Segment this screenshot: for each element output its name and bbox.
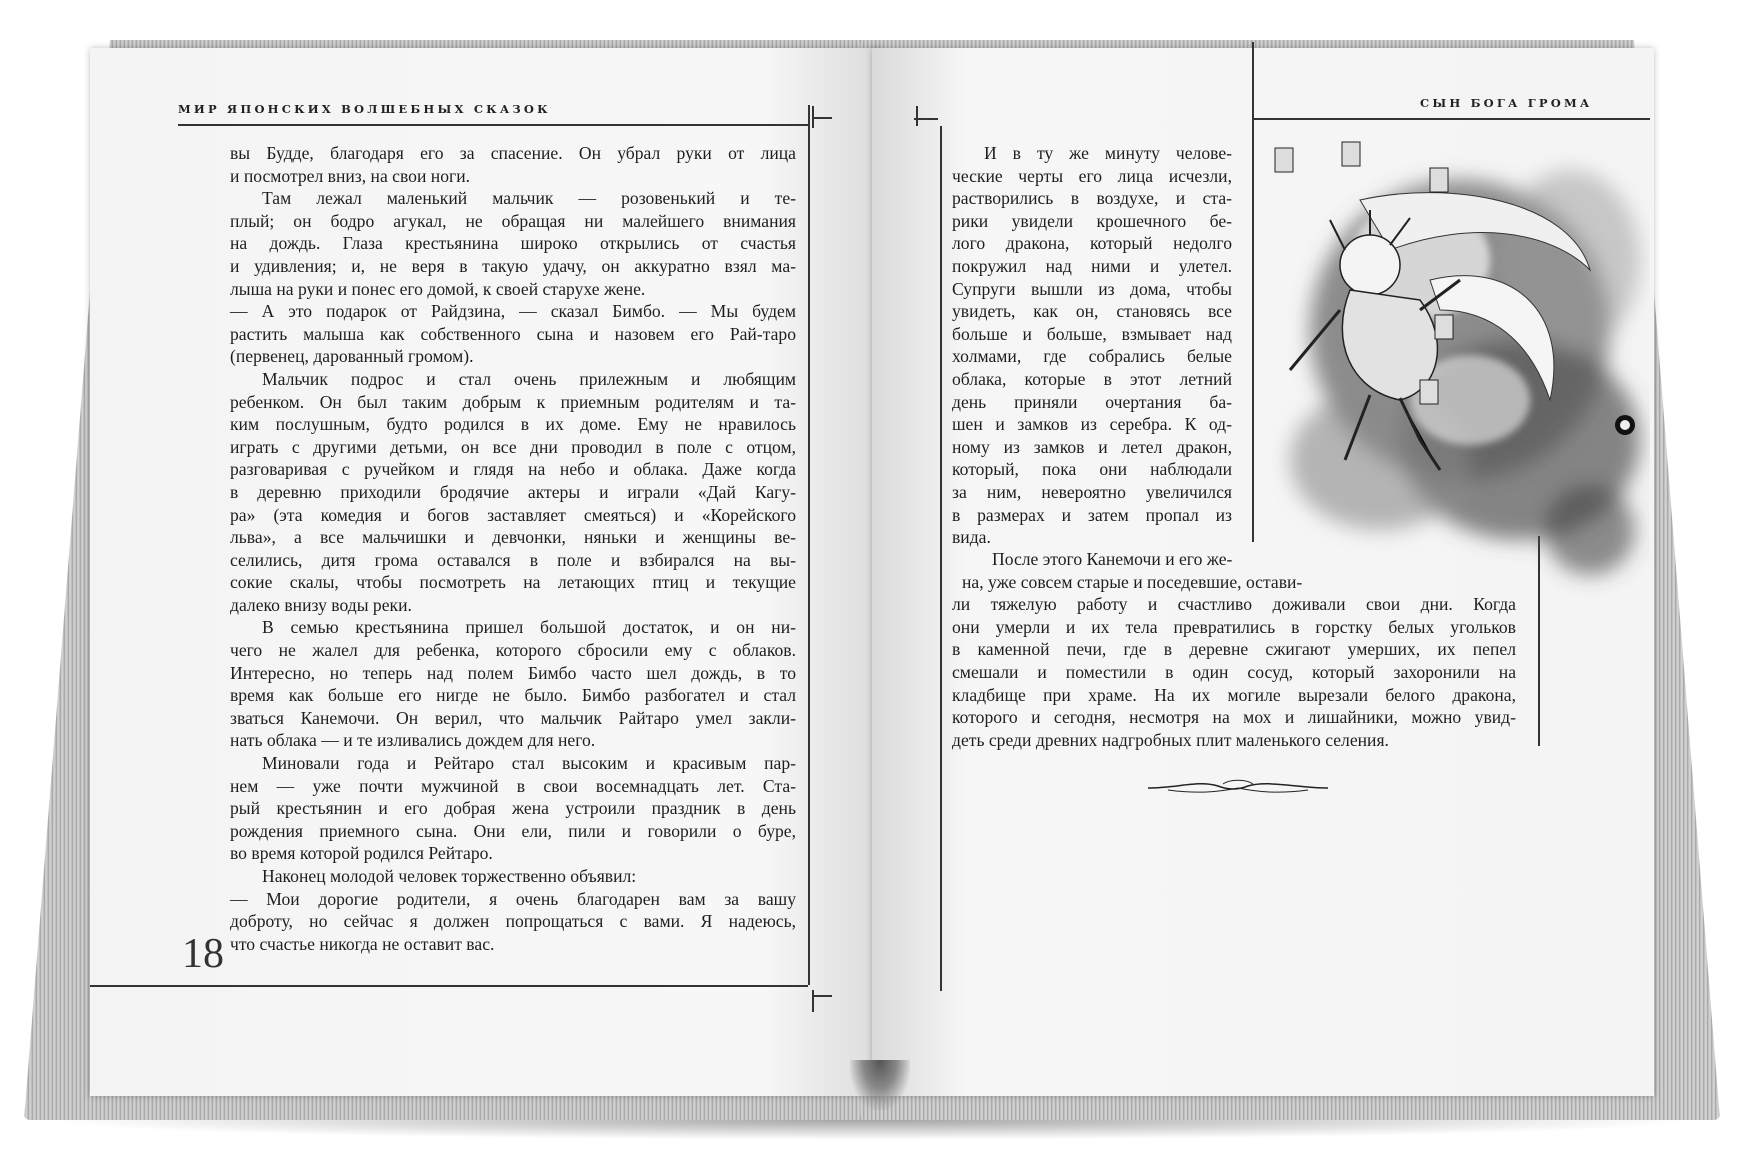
- text-line: И в ту же минуту челове-: [984, 143, 1232, 163]
- text-line: на, уже совсем старые и поседевшие, остави-: [962, 571, 1303, 592]
- text-line: нать облака — и те изливались дождем для него.: [230, 730, 596, 751]
- text-line: ному из замков и летел дракон,: [952, 436, 1232, 457]
- left-top-rule: [178, 124, 808, 126]
- text-line: увидеть, как он, становясь все: [952, 301, 1232, 322]
- text-line: во время которой родился Рейтаро.: [230, 843, 493, 864]
- text-line: разговаривая с ручейком и глядя на небо и облака. Даже когда: [230, 459, 796, 480]
- right-top-rule: [1252, 118, 1650, 120]
- book-spine: [850, 1060, 910, 1110]
- text-line: плый; он бодро агукал, не обращая ни малейшего внимания: [230, 210, 796, 231]
- text-line: и посмотрел вниз, на свои ноги.: [230, 165, 471, 186]
- left-right-rule: [808, 105, 810, 985]
- right-page-text-column: [952, 142, 1232, 549]
- left-bottom-rule: [90, 985, 808, 987]
- text-line: смешали и поместили в один сосуд, который захоронили на: [952, 661, 1516, 682]
- text-line: деть среди древних надгробных плит маленького селения.: [952, 729, 1389, 750]
- text-line: они умерли и их тела превратились в горстку белых угольков: [952, 616, 1516, 637]
- text-line: ра» (эта комедия и богов заставляет смеяться) и «Корейского: [230, 504, 796, 525]
- left-running-head: МИР ЯПОНСКИХ ВОЛШЕБНЫХ СКАЗОК: [178, 102, 551, 116]
- flourish-ornament-icon: [1148, 776, 1328, 800]
- left-page-text: [230, 142, 796, 955]
- corner-mark: [914, 118, 938, 120]
- corner-mark: [812, 995, 832, 997]
- text-line: Наконец молодой человек торжественно объявил:: [262, 866, 637, 886]
- text-line: рождения приемного сына. Они ели, пили и говорили о буре,: [230, 820, 796, 841]
- text-line: вида.: [952, 527, 991, 548]
- text-line: который, пока они наблюдали: [952, 459, 1232, 480]
- right-left-rule: [940, 126, 942, 991]
- text-line: время как больше его нигде не было. Бимбо разбогател и стал: [230, 685, 796, 706]
- page-number: 18: [182, 931, 224, 977]
- text-line: лого дракона, который недолго: [952, 233, 1232, 254]
- text-line: селились, дитя грома оставался в поле и взбирался на вы-: [230, 549, 796, 570]
- text-line: ли тяжелую работу и счастливо доживали свои дни. Когда: [952, 594, 1516, 615]
- text-line: растить малыша как собственного сына и назовем его Рай-таро: [230, 323, 796, 344]
- text-line: в деревню приходили бродячие актеры и играли «Дай Кагу-: [230, 481, 796, 502]
- text-line: шен и замков из серебра. К од-: [952, 414, 1232, 435]
- text-line: растворились в воздухе, и ста-: [952, 188, 1232, 209]
- text-line: — Мои дорогие родители, я очень благодарен вам за вашу: [230, 888, 796, 909]
- text-line: (первенец, дарованный громом).: [230, 346, 474, 367]
- text-line: льва», а все мальчишки и девчонки, няньки и женщины ве-: [230, 527, 796, 548]
- right-page-text-wide: [952, 548, 1516, 751]
- text-line: в размерах и затем пропал из: [952, 504, 1232, 525]
- text-line: После этого Канемочи и его же-: [992, 549, 1233, 569]
- text-line: рый крестьянин и его добрая жена устроили праздник в день: [230, 798, 796, 819]
- text-line: холмами, где собрались белые: [952, 346, 1232, 367]
- corner-mark: [812, 990, 814, 1012]
- text-line: за ним, невероятно увеличился: [952, 481, 1232, 502]
- text-line: вы Будде, благодаря его за спасение. Он убрал руки от лица: [230, 143, 796, 163]
- text-line: и удивления; и, не веря в такую удачу, он аккуратно взял ма-: [230, 255, 796, 276]
- text-line: Миновали года и Рейтаро стал высоким и красивым пар-: [262, 753, 796, 774]
- text-line: покружил над ними и улетел.: [952, 255, 1232, 276]
- text-line: Супруги вышли из дома, чтобы: [952, 278, 1232, 299]
- text-line: день приняли очертания ба-: [952, 391, 1232, 412]
- text-line: Интересно, но теперь над полем Бимбо часто шел дождь, в то: [230, 662, 796, 683]
- text-line: сокие скалы, чтобы посмотреть на летающих птиц и текущие: [230, 572, 796, 593]
- text-line: кладбище при храме. На их могиле вырезали белого дракона,: [952, 684, 1516, 705]
- text-line: в каменной печи, где в деревне сжигают умерших, их пепел: [952, 639, 1516, 660]
- text-line: ребенком. Он был таким добрым к приемным родителям и та-: [230, 391, 796, 412]
- text-line: зваться Канемочи. Он верил, что мальчик Райтаро умел закли-: [230, 707, 796, 728]
- text-line: лыша на руки и понес его домой, к своей старухе жене.: [230, 278, 646, 299]
- text-line: ким послушным, будто родился в их доме. Ему не нравилось: [230, 414, 796, 435]
- text-line: далеко внизу воды реки.: [230, 594, 412, 615]
- text-line: играть с другими детьми, он все дни проводил в поле с отцом,: [230, 436, 796, 457]
- text-line: В семью крестьянина пришел большой достаток, и он ни-: [262, 617, 796, 638]
- text-line: больше и больше, взмывает над: [952, 323, 1232, 344]
- text-line: Там лежал маленький мальчик — розовенький и те-: [262, 188, 796, 209]
- text-line: доброту, но сейчас я должен попрощаться с вами. Я надеюсь,: [230, 911, 796, 932]
- text-line: что счастье никогда не оставит вас.: [230, 933, 495, 954]
- text-line: Мальчик подрос и стал очень прилежным и любящим: [262, 368, 796, 389]
- text-line: рики увидели крошечного бе-: [952, 210, 1232, 231]
- text-line: нем — уже почти мужчиной в свои восемнадцать лет. Ста-: [230, 775, 796, 796]
- text-line: облака, которые в этот летний: [952, 368, 1232, 389]
- corner-mark: [916, 106, 918, 126]
- text-line: на дождь. Глаза крестьянина широко открылись от счастья: [230, 233, 796, 254]
- text-line: чего не жалел для ребенка, которого сбросили ему с облаков.: [230, 640, 796, 661]
- text-line: которого и сегодня, несмотря на мох и лишайники, можно увид-: [952, 707, 1516, 728]
- corner-mark: [812, 117, 832, 119]
- right-running-head: СЫН БОГА ГРОМА: [1420, 96, 1593, 110]
- text-line: — А это подарок от Райдзина, — сказал Бимбо. — Мы будем: [230, 301, 796, 322]
- text-line: ческие черты его лица исчезли,: [952, 165, 1232, 186]
